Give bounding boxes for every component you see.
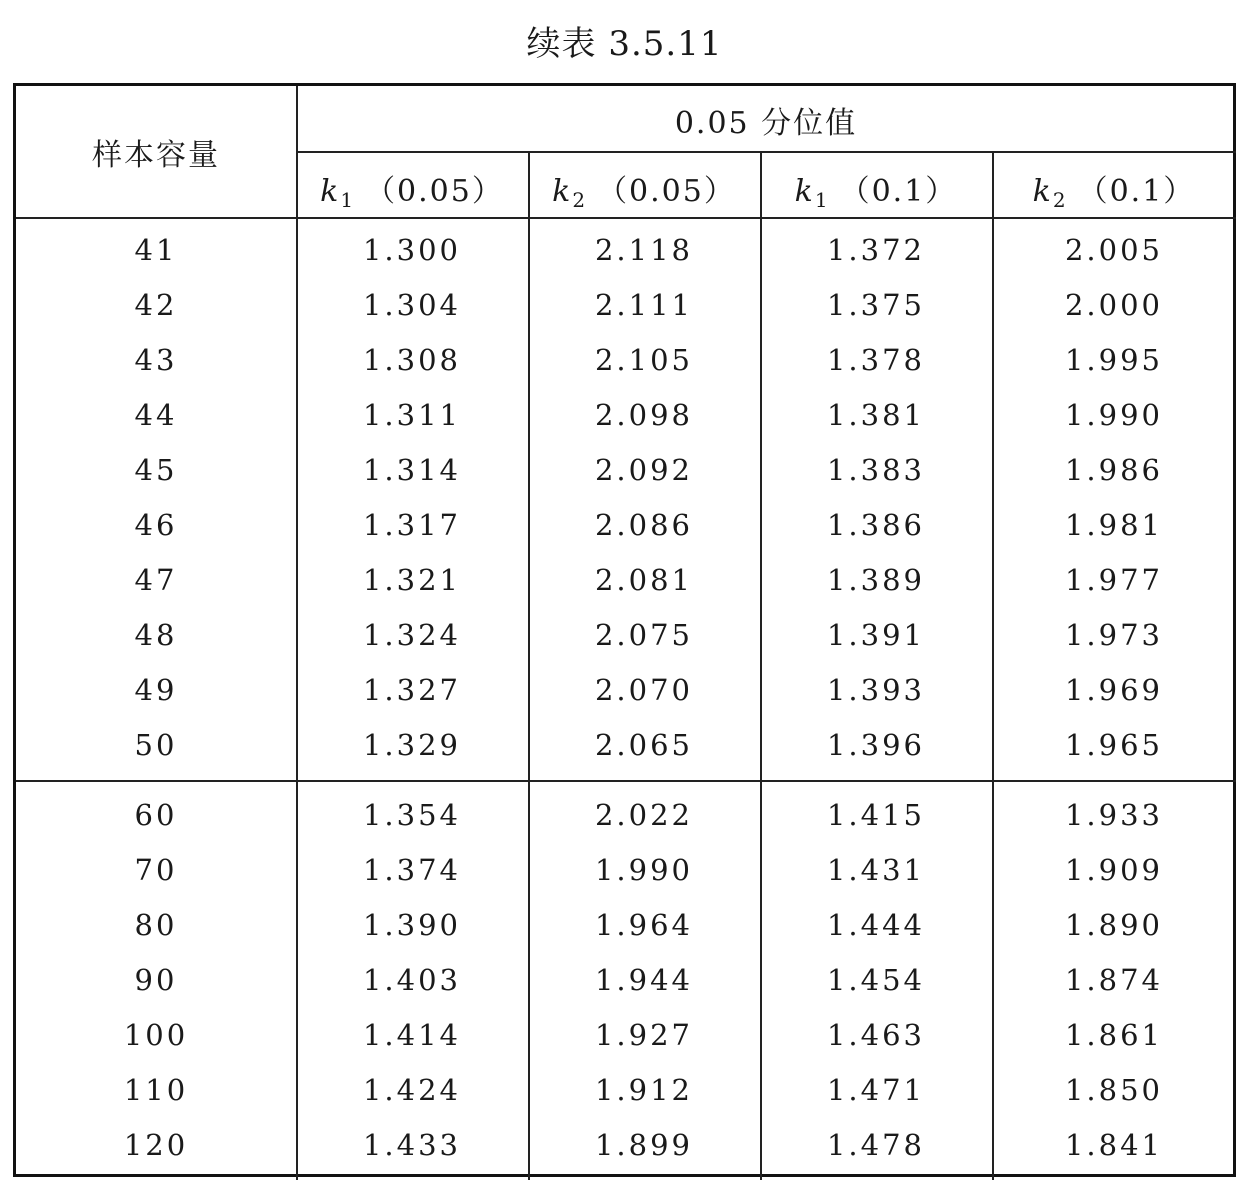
k2-005-cell: 1.899 (594, 1128, 694, 1162)
sample-size-cell: 48 (134, 618, 178, 652)
header-col-subscript: 1 (814, 188, 830, 212)
header-col-symbol: k (794, 174, 815, 209)
k2-01-cell: 1.995 (1064, 343, 1164, 377)
k2-01-cell: 1.977 (1064, 563, 1164, 597)
k2-01-cell: 2.005 (1064, 233, 1164, 267)
divider (16, 780, 1236, 782)
k2-005-cell: 1.912 (594, 1073, 694, 1107)
k1-005-cell: 1.321 (362, 563, 462, 597)
k2-005-cell: 2.098 (594, 398, 694, 432)
header-sample-size: 样本容量 (92, 138, 220, 173)
k2-005-cell: 2.092 (594, 453, 694, 487)
k2-01-cell: 1.850 (1064, 1073, 1164, 1107)
k2-01-cell: 1.965 (1064, 728, 1164, 762)
divider (16, 217, 1236, 219)
k1-005-cell: 1.329 (362, 728, 462, 762)
k2-005-cell: 1.944 (594, 963, 694, 997)
sample-size-cell: 80 (134, 908, 178, 942)
sample-size-cell: 46 (134, 508, 178, 542)
k2-005-cell: 2.065 (594, 728, 694, 762)
k1-005-cell: 1.317 (362, 508, 462, 542)
header-col-subscript: 2 (572, 188, 588, 212)
sample-size-cell: 42 (134, 288, 178, 322)
k2-005-cell: 2.111 (594, 288, 694, 322)
k2-005-cell: 1.964 (594, 908, 694, 942)
k1-01-cell: 1.372 (826, 233, 926, 267)
k1-005-cell: 1.300 (362, 233, 462, 267)
k2-005-cell: 2.086 (594, 508, 694, 542)
k2-01-cell: 1.841 (1064, 1128, 1164, 1162)
k2-01-cell: 1.909 (1064, 853, 1164, 887)
header-col-k1-01 (760, 166, 992, 212)
header-col-param: （0.05） (597, 174, 736, 209)
k2-01-cell: 1.981 (1064, 508, 1164, 542)
k1-01-cell: 1.396 (826, 728, 926, 762)
k1-005-cell: 1.314 (362, 453, 462, 487)
k2-005-cell: 1.990 (594, 853, 694, 887)
k1-005-cell: 1.414 (362, 1018, 462, 1052)
k2-01-cell: 1.861 (1064, 1018, 1164, 1052)
sample-size-cell: 44 (134, 398, 178, 432)
k1-01-cell: 1.389 (826, 563, 926, 597)
header-col-symbol: k (552, 174, 573, 209)
divider (296, 151, 1236, 153)
sample-size-cell: 70 (134, 853, 178, 887)
k1-005-cell: 1.304 (362, 288, 462, 322)
header-col-param: （0.1） (839, 174, 958, 209)
k2-01-cell: 1.973 (1064, 618, 1164, 652)
header-col-k2-005 (528, 166, 760, 212)
k1-005-cell: 1.424 (362, 1073, 462, 1107)
sample-size-cell: 45 (134, 453, 178, 487)
sample-size-cell: 120 (123, 1128, 189, 1162)
k2-01-cell: 2.000 (1064, 288, 1164, 322)
header-col-k1-005 (296, 166, 528, 212)
k2-005-cell: 1.927 (594, 1018, 694, 1052)
k2-005-cell: 2.070 (594, 673, 694, 707)
k1-01-cell: 1.454 (826, 963, 926, 997)
k2-005-cell: 2.075 (594, 618, 694, 652)
k1-01-cell: 1.386 (826, 508, 926, 542)
k1-005-cell: 1.390 (362, 908, 462, 942)
k2-005-cell: 2.118 (594, 233, 694, 267)
k2-01-cell: 1.933 (1064, 798, 1164, 832)
header-col-symbol: k (1032, 174, 1053, 209)
k2-01-cell: 1.969 (1064, 673, 1164, 707)
sample-size-cell: 47 (134, 563, 178, 597)
k1-005-cell: 1.311 (362, 398, 462, 432)
k1-005-cell: 1.308 (362, 343, 462, 377)
k1-01-cell: 1.463 (826, 1018, 926, 1052)
k1-01-cell: 1.393 (826, 673, 926, 707)
sample-size-cell: 110 (123, 1073, 189, 1107)
table-title: 续表 3.5.11 (526, 24, 723, 64)
k2-01-cell: 1.890 (1064, 908, 1164, 942)
header-col-subscript: 1 (340, 188, 356, 212)
k2-005-cell: 2.022 (594, 798, 694, 832)
header-quantile-group: 0.05 分位值 (674, 106, 858, 141)
k2-01-cell: 1.990 (1064, 398, 1164, 432)
k1-01-cell: 1.378 (826, 343, 926, 377)
k1-01-cell: 1.383 (826, 453, 926, 487)
k2-005-cell: 2.081 (594, 563, 694, 597)
k1-005-cell: 1.374 (362, 853, 462, 887)
sample-size-cell: 49 (134, 673, 178, 707)
k1-01-cell: 1.415 (826, 798, 926, 832)
k1-01-cell: 1.471 (826, 1073, 926, 1107)
quantile-table (13, 83, 1236, 1177)
k1-01-cell: 1.391 (826, 618, 926, 652)
k2-01-cell: 1.986 (1064, 453, 1164, 487)
k1-005-cell: 1.327 (362, 673, 462, 707)
sample-size-cell: 100 (123, 1018, 189, 1052)
header-col-param: （0.05） (365, 174, 504, 209)
k1-005-cell: 1.354 (362, 798, 462, 832)
k1-005-cell: 1.403 (362, 963, 462, 997)
k1-01-cell: 1.444 (826, 908, 926, 942)
sample-size-cell: 43 (134, 343, 178, 377)
sample-size-cell: 50 (134, 728, 178, 762)
k2-01-cell: 1.874 (1064, 963, 1164, 997)
header-col-param: （0.1） (1077, 174, 1196, 209)
k1-01-cell: 1.431 (826, 853, 926, 887)
k1-01-cell: 1.478 (826, 1128, 926, 1162)
sample-size-cell: 41 (134, 233, 178, 267)
header-col-subscript: 2 (1052, 188, 1068, 212)
sample-size-cell: 90 (134, 963, 178, 997)
k1-005-cell: 1.324 (362, 618, 462, 652)
sample-size-cell: 60 (134, 798, 178, 832)
k1-01-cell: 1.375 (826, 288, 926, 322)
header-col-symbol: k (320, 174, 341, 209)
k1-005-cell: 1.433 (362, 1128, 462, 1162)
k1-01-cell: 1.381 (826, 398, 926, 432)
k2-005-cell: 2.105 (594, 343, 694, 377)
header-col-k2-01 (992, 166, 1236, 212)
